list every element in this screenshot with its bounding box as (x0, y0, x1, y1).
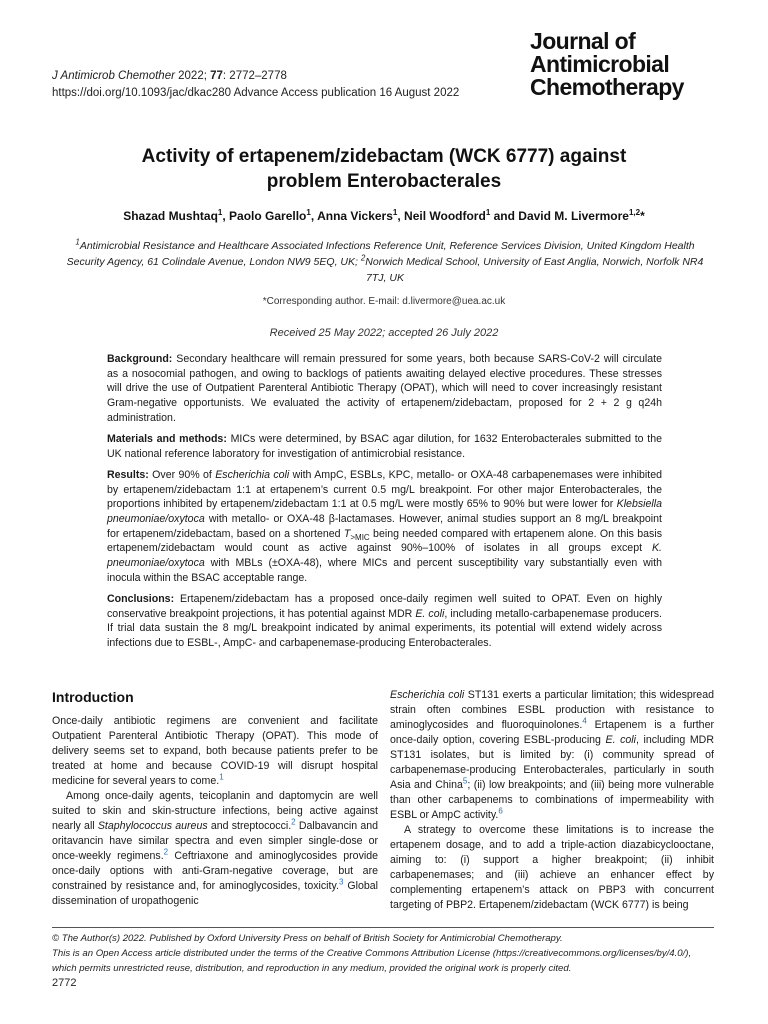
logo-line-3: Chemotherapy (530, 74, 684, 100)
corresponding-author: *Corresponding author. E-mail: d.livermore@uea.ac.uk (262, 296, 506, 307)
author (229, 209, 317, 223)
abstract-text: with metallo- or OXA-48 β-lactamases. However, animal studies support an 8 mg/L breakpoint for ertapenem/zidebactam, based on a shortened (107, 513, 662, 540)
paragraph (52, 789, 378, 909)
species-name: K. pneumoniae/oxytoca (107, 542, 662, 570)
logo-line-1: Journal of (530, 28, 636, 54)
species-name: Staphylococcus aureus (97, 820, 208, 832)
section-label: Results: (107, 468, 149, 481)
citation-year: 2022; (174, 70, 211, 82)
body-column-right (390, 688, 714, 913)
abstract (107, 352, 662, 657)
species-name: E. coli (605, 734, 636, 746)
citation-link[interactable]: 4 (582, 716, 587, 726)
author-list (0, 209, 768, 223)
title-line-1: Activity of ertapenem/zidebactam (WCK 6777) against (141, 146, 627, 167)
abstract-text: Over 90% of (148, 468, 216, 481)
section-label: Materials and methods: (107, 433, 227, 446)
citation-volume: 77 (210, 70, 223, 82)
author-separator: and (490, 209, 519, 223)
license-text: This is an Open Access article distributed under the terms of the Creative Commons Attribution License (https://creativecommons.org/licenses/by/4.0/), which permits unrestricted reuse, distribution, and reproduction in any medium, provided the original work is properly cited. (52, 948, 692, 974)
paragraph (390, 688, 714, 823)
author-name: Anna Vickers (317, 209, 393, 223)
citation-link[interactable]: 1 (219, 772, 224, 782)
section-label: Conclusions: (107, 593, 175, 606)
section-heading: Introduction (52, 689, 134, 705)
section-label: Background: (107, 353, 173, 365)
footer-divider (52, 927, 714, 928)
license-footer (52, 931, 714, 976)
author-affiliation-ref: 1 (306, 208, 311, 217)
page-number: 2772 (52, 977, 77, 989)
author (317, 209, 404, 223)
paragraph-text: Global dissemination of uropathogenic (52, 880, 378, 907)
author-name: Shazad Mushtaq (123, 209, 218, 223)
article-title (0, 144, 768, 194)
author-separator: , (310, 209, 318, 223)
citation-line (52, 68, 459, 85)
species-name: E. coli (415, 607, 445, 620)
author-name: David M. Livermore (518, 209, 629, 223)
doi-line[interactable]: https://doi.org/10.1093/jac/dkac280 Advance Access publication 16 August 2022 (52, 87, 460, 99)
paragraph-text: , including MDR ST131 isolates, but is limited by: (i) community spread of carbapenemase-producing Enterobacterales, particularly in south Asia and China (390, 734, 714, 791)
paragraph-text: Among once-daily agents, teicoplanin and daptomycin are well suited to skin and skin-structure infections, being active against nearly all (52, 790, 378, 832)
symbol-subscript: >MIC (350, 532, 370, 542)
species-name: Escherichia coli (390, 689, 465, 701)
abstract-background (107, 352, 662, 426)
abstract-results (107, 468, 662, 586)
citation-link[interactable]: 5 (462, 776, 468, 786)
paragraph-text: Dalbavancin and oritavancin have similar spectra and even simpler single-dose or once-weekly regimens. (52, 820, 378, 862)
author-name: Paolo Garello (229, 209, 307, 223)
citation-pages: : 2772–2778 (222, 70, 287, 82)
species-name: Escherichia coli (215, 468, 290, 481)
author-affiliation-ref: 1 (217, 208, 223, 217)
author-affiliation-ref: 1 (392, 208, 398, 217)
author (518, 209, 645, 223)
journal-citation (52, 68, 459, 102)
journal-logo (530, 30, 715, 99)
abstract-methods (107, 432, 662, 461)
logo-line-2: Antimicrobial (530, 51, 670, 77)
abstract-text: Secondary healthcare will remain pressured for some years, both because SARS-CoV-2 will circulate as a nosocomial pathogen, and owing to backlogs of patients awaiting delayed elective procedures. These stresses will drive the use of Outpatient Parenteral Antibiotic Therapy (OPAT), which will need to cover increasingly resistant Gram-negative opportunists. We evaluated the activity of ertapenem/zidebactam, proposed for 2 + 2 g q24h administration. (107, 353, 662, 424)
citation-link[interactable]: 2 (291, 817, 296, 827)
affiliation-marker: 1 (75, 237, 80, 247)
paragraph: A strategy to overcome these limitations is to increase the ertapenem dosage, and to add a triple-action diazabicyclooctane, aiming to: (i) support a higher breakpoint; (ii) inhibit carbapenemases; and (iii) achieve an enhancer effect by complementing ertapenem’s attack on PBP3 with concurrent targeting of PBP2. Ertapenem/zidebactam (WCK 6777) is being (390, 824, 714, 911)
abstract-text: being needed compared with ertapenem alone. On this basis ertapenem/zidebactam would count as active against 90%–100% of isolates in all groups except (107, 527, 662, 555)
paragraph-text: Once-daily antibiotic regimens are convenient and facilitate Outpatient Parenteral Antibiotic Therapy (OPAT). This mode of delivery seems set to expand, both because patients prefer to be treated at home and because COVID-19 will disrupt hospital medicine for several years to come. (52, 715, 378, 787)
abstract-text: , including metallo-carbapenemase producers. If trial data sustain the 8 mg/L breakpoint indicated by animal experiments, its potential will extend widely across infections due to ESBL-, AmpC- and carbapenemase-producing Enterobacterales. (107, 607, 662, 650)
affiliations (56, 238, 714, 286)
copyright-line: © The Author(s) 2022. Published by Oxford University Press on behalf of British Society for Antimicrobial Chemotherapy. (52, 933, 563, 944)
citation-link[interactable]: 3 (338, 877, 344, 887)
symbol: T (343, 527, 351, 540)
citation-link[interactable]: 2 (163, 847, 169, 857)
abstract-conclusions (107, 592, 662, 651)
author (404, 209, 518, 223)
affiliation-marker: 2 (360, 253, 366, 263)
journal-abbrev: J Antimicrob Chemother (52, 70, 175, 82)
author-separator: , (397, 209, 405, 223)
affiliation-1: Antimicrobial Resistance and Healthcare Associated Infections Reference Unit, Reference Services Division, United Kingdom Health Security Agency, 61 Colindale Avenue, London NW9 5EQ, UK; (66, 240, 695, 268)
title-line-2: problem Enterobacterales (266, 171, 502, 192)
paragraph (52, 714, 378, 789)
author-affiliation-ref: 1,2 (628, 208, 641, 217)
paragraph-text: and streptococci. (207, 820, 292, 832)
author-separator: * (640, 209, 645, 223)
body-column-left (52, 688, 378, 909)
paragraph-text: Ertapenem is a further once-daily option, covering ESBL-producing (390, 719, 714, 746)
species-name: Klebsiella pneumoniae/oxytoca (107, 498, 662, 526)
author (123, 209, 229, 223)
author-affiliation-ref: 1 (485, 208, 491, 217)
abstract-text: MICs were determined, by BSAC agar dilution, for 1632 Enterobacterales submitted to the UK national reference laboratory for investigation of antimicrobial resistance. (107, 433, 662, 460)
abstract-text: with MBLs (±OXA-48), where MICs and percent susceptibility vary substantially even with inocula within the BSAC acceptable range. (107, 557, 662, 584)
paragraph-text: ST131 exerts a particular limitation; this widespread strain often combines ESBL production with resistance to aminoglycosides and fluoroquinolones. (390, 689, 714, 731)
paragraph-text: Ceftriaxone and aminoglycosides provide once-daily options with anti-Gram-negative coverage, but are constrained by resistance and, for aminoglycosides, toxicity. (52, 850, 379, 892)
abstract-text: Ertapenem/zidebactam has a proposed once-daily regimen well suited to OPAT. Even on highly conservative breakpoint projections, it has potential against MDR (107, 593, 662, 620)
paragraph-text: ; (ii) low breakpoints; and (iii) being more vulnerable than other carbapenems to combinations of impermeability with ESBL or AmpC activity. (390, 779, 714, 821)
author-separator: , (222, 209, 230, 223)
received-dates: Received 25 May 2022; accepted 26 July 2022 (269, 327, 499, 339)
citation-link[interactable]: 6 (498, 806, 503, 816)
affiliation-2: Norwich Medical School, University of East Anglia, Norwich, Norfolk NR4 7TJ, UK (365, 256, 704, 284)
abstract-text: with AmpC, ESBLs, KPC, metallo- or OXA-48 carbapenemases were inhibited by ertapenem/zidebactam 1:1 at ertapenem’s current 0.5 mg/L breakpoint. For other major Enterobacterales, the proportions inhibited by ertapenem/zidebactam 1:1 at 0.5 mg/L were mostly 65% to 90% but were lower for (107, 468, 662, 511)
author-name: Neil Woodford (404, 209, 486, 223)
